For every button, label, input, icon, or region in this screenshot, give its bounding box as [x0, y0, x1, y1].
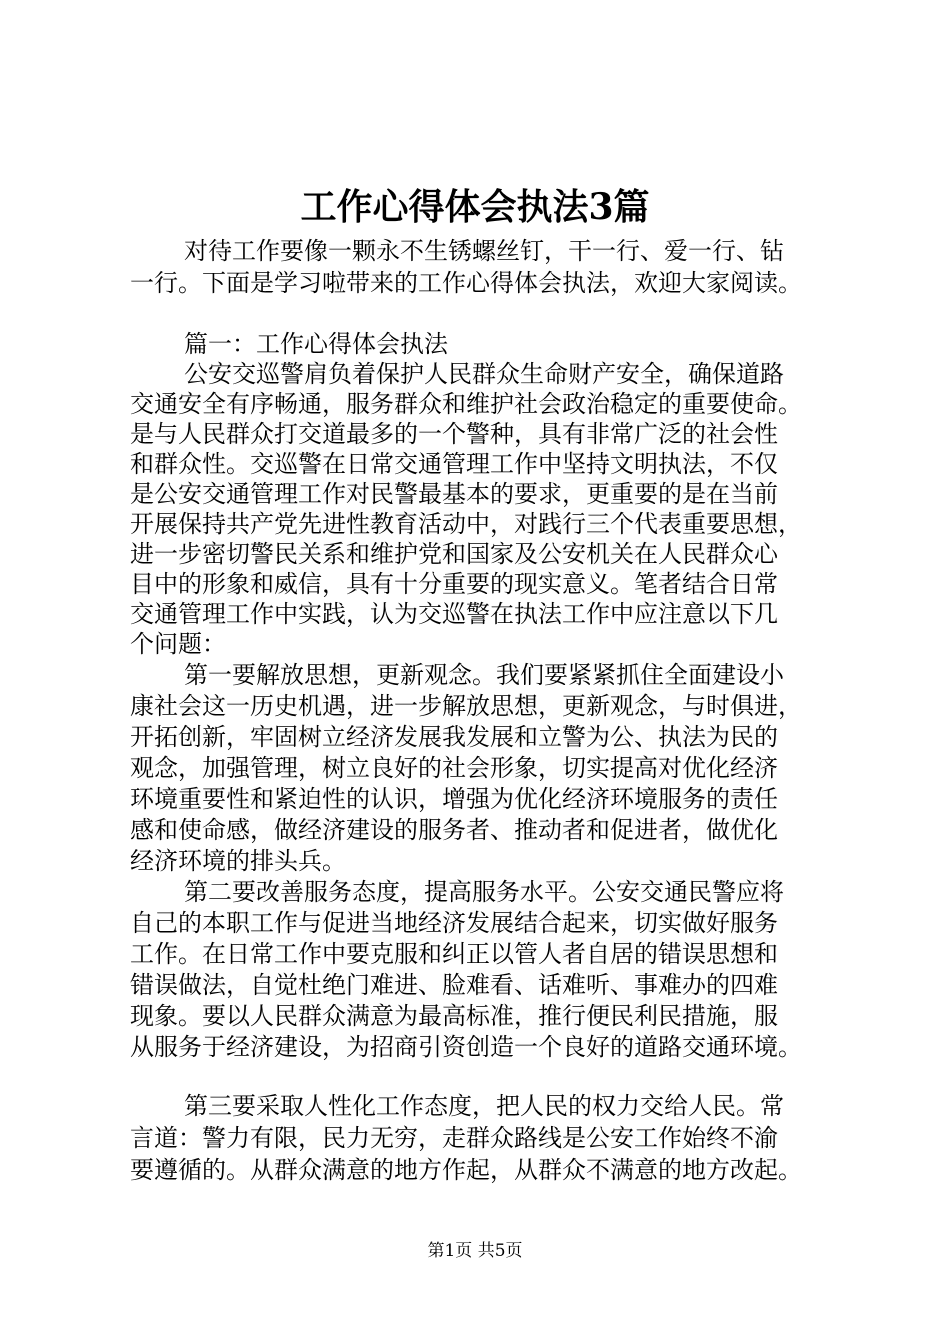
- text-line: 从服务于经济建设，为招商引资创造一个良好的道路交通环境。: [130, 1033, 802, 1061]
- text-line: 言道：警力有限，民力无穷，走群众路线是公安工作始终不渝: [130, 1124, 778, 1152]
- text-line: 公安交巡警肩负着保护人民群众生命财产安全，确保道路: [184, 360, 784, 388]
- text-line: 自己的本职工作与促进当地经济发展结合起来，切实做好服务: [130, 909, 778, 937]
- text-line: 是与人民群众打交道最多的一个警种，具有非常广泛的社会性: [130, 420, 778, 448]
- text-line: 环境重要性和紧迫性的认识，增强为优化经济环境服务的责任: [130, 785, 778, 813]
- text-line: 康社会这一历史机遇，进一步解放思想，更新观念，与时俱进，: [130, 692, 802, 720]
- text-line: 现象。要以人民群众满意为最高标准，推行便民利民措施，服: [130, 1002, 778, 1030]
- text-line: 对待工作要像一颗永不生锈螺丝钉，干一行、爱一行、钻: [184, 237, 784, 265]
- page-footer: 第1页 共5页: [427, 1241, 523, 1261]
- document-title: 工作心得体会执法3篇: [300, 186, 650, 228]
- text-line: 交通管理工作中实践，认为交巡警在执法工作中应注意以下几: [130, 600, 778, 628]
- text-line: 工作。在日常工作中要克服和纠正以管人者自居的错误思想和: [130, 940, 778, 968]
- text-line: 要遵循的。从群众满意的地方作起，从群众不满意的地方改起。: [130, 1156, 802, 1184]
- text-line: 和群众性。交巡警在日常交通管理工作中坚持文明执法，不仅: [130, 450, 778, 478]
- section-heading: 篇一：工作心得体会执法: [184, 330, 448, 358]
- text-line: 个问题：: [130, 630, 226, 658]
- text-line: 第三要采取人性化工作态度，把人民的权力交给人民。常: [184, 1092, 784, 1120]
- text-line: 第二要改善服务态度，提高服务水平。公安交通民警应将: [184, 878, 784, 906]
- text-line: 错误做法，自觉杜绝门难进、脸难看、话难听、事难办的四难: [130, 971, 778, 999]
- text-line: 开拓创新，牢固树立经济发展我发展和立警为公、执法为民的: [130, 723, 778, 751]
- text-line: 是公安交通管理工作对民警最基本的要求，更重要的是在当前: [130, 480, 778, 508]
- text-line: 一行。下面是学习啦带来的工作心得体会执法，欢迎大家阅读。: [130, 269, 802, 297]
- text-line: 第一要解放思想，更新观念。我们要紧紧抓住全面建设小: [184, 661, 784, 689]
- text-line: 进一步密切警民关系和维护党和国家及公安机关在人民群众心: [130, 540, 778, 568]
- text-line: 经济环境的排头兵。: [130, 847, 346, 875]
- text-line: 感和使命感，做经济建设的服务者、推动者和促进者，做优化: [130, 816, 778, 844]
- text-line: 开展保持共产党先进性教育活动中，对践行三个代表重要思想，: [130, 510, 802, 538]
- text-line: 观念，加强管理，树立良好的社会形象，切实提高对优化经济: [130, 754, 778, 782]
- text-line: 目中的形象和威信，具有十分重要的现实意义。笔者结合日常: [130, 570, 778, 598]
- text-line: 交通安全有序畅通，服务群众和维护社会政治稳定的重要使命。: [130, 390, 802, 418]
